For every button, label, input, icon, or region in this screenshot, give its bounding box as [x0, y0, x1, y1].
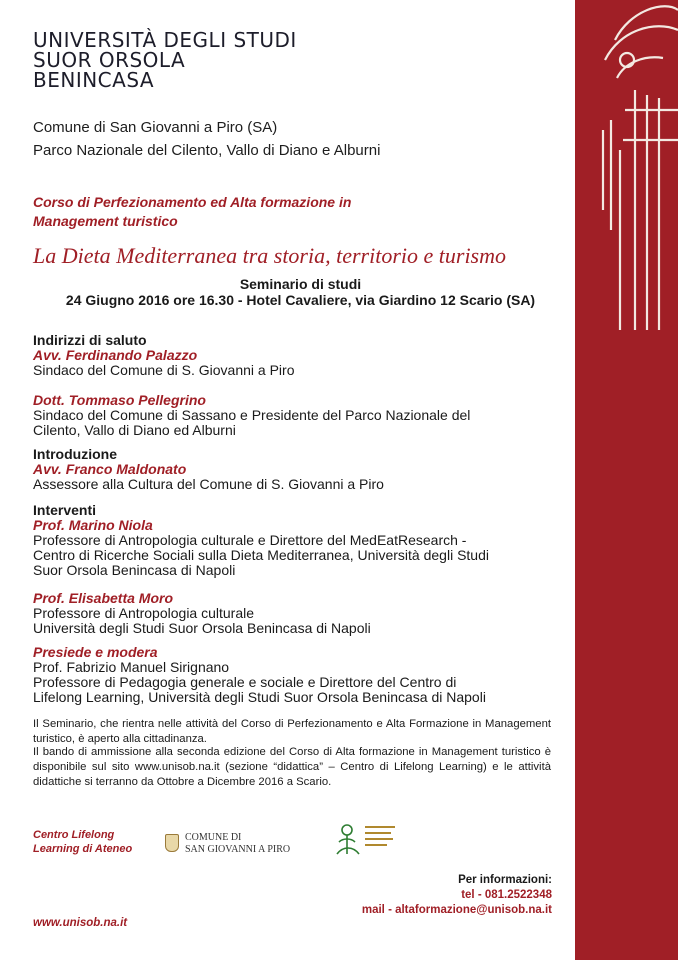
speaker-role: Sindaco del Comune di Sassano e Presidente del Parco Nazionale del — [33, 407, 471, 423]
seminar-details: 24 Giugno 2016 ore 16.30 - Hotel Cavaliere, via Giardino 12 Scario (SA) — [65, 292, 536, 308]
parco-text: Parco Nazionale del Cilento, Vallo di Diano e Alburni — [33, 142, 381, 159]
comune-logo-line-2: SAN GIOVANNI A PIRO — [185, 844, 291, 855]
heading-saluti: Indirizzi di saluto — [33, 332, 147, 348]
course-name — [33, 193, 351, 231]
section-presiede — [33, 645, 563, 705]
speaker-role: Professore di Antropologia culturale e Direttore del MedEatResearch - — [33, 532, 467, 548]
course-line-2: Management turistico — [33, 213, 178, 229]
seminar-label: Seminario di studi — [239, 276, 362, 292]
speaker-role: Centro di Ricerche Sociali sulla Dieta Mediterranea, Università degli Studi — [33, 547, 489, 563]
section-introduzione — [33, 447, 563, 492]
section-interventi — [33, 503, 563, 636]
info-label: Per informazioni: — [458, 874, 552, 886]
note-paragraph-1: Il Seminario, che rientra nelle attività del Corso di Perfezionamento e Alta Formazione in Management turistico, è aperto alla cittadinanza. — [33, 718, 551, 745]
heading-interventi: Interventi — [33, 502, 97, 518]
university-line-2: SUOR ORSOLA — [33, 48, 186, 72]
heading-presiede: Presiede e modera — [33, 644, 158, 660]
speaker-role: Sindaco del Comune di S. Giovanni a Piro — [33, 362, 295, 378]
speaker-role: Università degli Studi Suor Orsola Benincasa di Napoli — [33, 620, 371, 636]
phone-text: tel - 081.2522348 — [461, 889, 552, 901]
speaker-name: Avv. Ferdinando Palazzo — [33, 347, 198, 363]
university-line-3: BENINCASA — [33, 68, 155, 92]
speaker-role: Cilento, Vallo di Diano ed Alburni — [33, 422, 236, 438]
speaker-name: Prof. Marino Niola — [33, 517, 153, 533]
university-line-1: UNIVERSITÀ DEGLI STUDI — [33, 28, 297, 52]
speaker-role: Professore di Antropologia culturale — [33, 605, 255, 621]
seminar-title: La Dieta Mediterranea tra storia, territorio e turismo — [33, 243, 506, 268]
architectural-ornament — [575, 0, 678, 330]
centro-line-1: Centro Lifelong — [33, 829, 115, 841]
moderator-role: Professore di Pedagogia generale e sociale e Direttore del Centro di — [33, 674, 457, 690]
comune-logo-line-1: COMUNE DI — [185, 832, 242, 843]
parco-logo — [333, 820, 413, 860]
moderator-name: Prof. Fabrizio Manuel Sirignano — [33, 659, 230, 675]
centro-lifelong-logo — [33, 828, 132, 856]
centro-line-2: Learning di Ateneo — [33, 843, 133, 855]
speaker-name: Dott. Tommaso Pellegrino — [33, 392, 206, 408]
speaker-name: Avv. Franco Maldonato — [33, 461, 187, 477]
comune-text: Comune di San Giovanni a Piro (SA) — [33, 119, 278, 136]
course-line-1: Corso di Perfezionamento ed Alta formazione in — [33, 194, 352, 210]
speaker-role: Assessore alla Cultura del Comune di S. Giovanni a Piro — [33, 476, 384, 492]
speaker-name: Prof. Elisabetta Moro — [33, 590, 174, 606]
speaker-role: Suor Orsola Benincasa di Napoli — [33, 562, 236, 578]
contact-info — [362, 873, 552, 918]
heading-introduzione: Introduzione — [33, 446, 117, 462]
crest-icon — [165, 834, 179, 852]
section-saluti — [33, 333, 563, 438]
website-link[interactable]: www.unisob.na.it — [33, 917, 128, 929]
email-link[interactable]: mail - altaformazione@unisob.na.it — [361, 904, 552, 916]
university-name — [33, 30, 297, 90]
moderator-role: Lifelong Learning, Università degli Studi Suor Orsola Benincasa di Napoli — [33, 689, 486, 705]
note-paragraph-2: Il bando di ammissione alla seconda edizione del Corso di Alta formazione in Management turistico è disponibile sul sito www.unisob.na.it (sezione “didattica” – Centro di Lifelong Learning) e le attività didattiche si terranno da Ottobre a Dicembre 2016 a Scario. — [33, 746, 551, 788]
